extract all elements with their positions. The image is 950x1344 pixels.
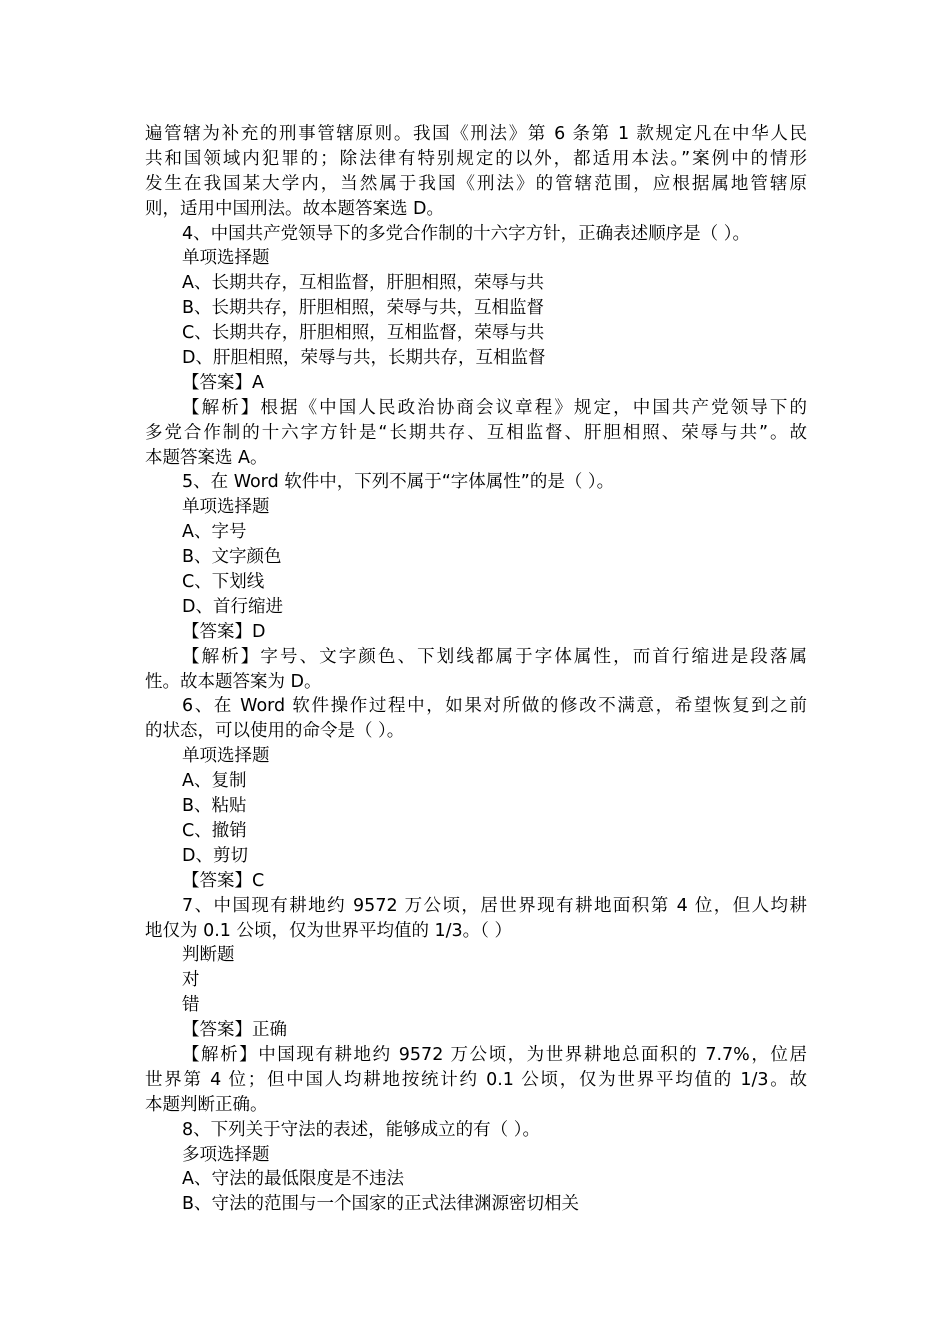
text-line: 【解析】字号、文字颜色、下划线都属于字体属性，而首行缩进是段落属 [182, 646, 807, 667]
text-line: 地仅为 0.1 公顷，仅为世界平均值的 1/3。（ ） [145, 920, 512, 941]
text-line: 发生在我国某大学内，当然属于我国《刑法》的管辖范围，应根据属地管辖原 [145, 173, 807, 194]
text-line: D、首行缩进 [182, 596, 283, 617]
text-line: 的状态，可以使用的命令是（ ）。 [145, 721, 405, 742]
text-line: B、守法的范围与一个国家的正式法律渊源密切相关 [182, 1194, 580, 1215]
text-line: 多项选择题 [182, 1144, 270, 1165]
text-line: B、文字颜色 [182, 547, 282, 568]
text-line: 单项选择题 [182, 746, 270, 767]
text-line: 本题判断正确。 [145, 1094, 268, 1115]
text-line: B、长期共存，肝胆相照，荣辱与共，互相监督 [182, 298, 545, 319]
text-line: 单项选择题 [182, 248, 270, 269]
text-line: D、剪切 [182, 845, 248, 866]
text-line: 遍管辖为补充的刑事管辖原则。我国《刑法》第 6 条第 1 款规定凡在中华人民 [145, 124, 807, 144]
text-line: 7、中国现有耕地约 9572 万公顷，居世界现有耕地面积第 4 位，但人均耕 [182, 895, 807, 916]
text-line: 错 [182, 995, 200, 1016]
text-line: C、下划线 [182, 572, 265, 593]
text-line: B、粘贴 [182, 796, 247, 817]
text-line: C、长期共存，肝胆相照，互相监督，荣辱与共 [182, 323, 545, 344]
text-line: 【答案】C [182, 870, 265, 891]
text-line: 【答案】正确 [182, 1020, 287, 1041]
text-line: D、肝胆相照，荣辱与共，长期共存，互相监督 [182, 348, 546, 369]
text-line: A、长期共存，互相监督，肝胆相照，荣辱与共 [182, 273, 544, 294]
text-line: 性。故本题答案为 D。 [145, 671, 322, 692]
text-line: 对 [182, 970, 200, 991]
text-line: A、复制 [182, 771, 247, 792]
text-line: 共和国领域内犯罪的；除法律有特别规定的以外，都适用本法。”案例中的情形 [145, 148, 807, 169]
text-line: 本题答案选 A。 [145, 447, 268, 468]
text-line: 5、在 Word 软件中，下列不属于“字体属性”的是（ ）。 [182, 472, 615, 493]
text-line: 世界第 4 位；但中国人均耕地按统计约 0.1 公顷，仅为世界平均值的 1/3。故 [145, 1069, 807, 1090]
text-line: C、撤销 [182, 820, 247, 841]
text-line: A、字号 [182, 522, 247, 543]
text-line: 6、在 Word 软件操作过程中，如果对所做的修改不满意，希望恢复到之前 [182, 696, 807, 717]
text-line: 【解析】根据《中国人民政治协商会议章程》规定，中国共产党领导下的 [182, 397, 807, 418]
text-line: 【解析】中国现有耕地约 9572 万公顷，为世界耕地总面积的 7.7%，位居 [182, 1044, 807, 1065]
document-page [145, 122, 807, 1217]
text-line: 【答案】A [182, 372, 264, 393]
text-line: 多党合作制的十六字方针是“长期共存、互相监督、肝胆相照、荣辱与共”。故 [145, 422, 807, 443]
text-line: 【答案】D [182, 621, 266, 642]
text-line: 4、中国共产党领导下的多党合作制的十六字方针，正确表述顺序是（ ）。 [182, 223, 750, 244]
text-line: 8、下列关于守法的表述，能够成立的有（ ）。 [182, 1119, 540, 1140]
text-line: 单项选择题 [182, 497, 270, 518]
text-line: 判断题 [182, 945, 235, 966]
text-line: 则，适用中国刑法。故本题答案选 D。 [145, 198, 445, 219]
text-line: A、守法的最低限度是不违法 [182, 1169, 404, 1190]
